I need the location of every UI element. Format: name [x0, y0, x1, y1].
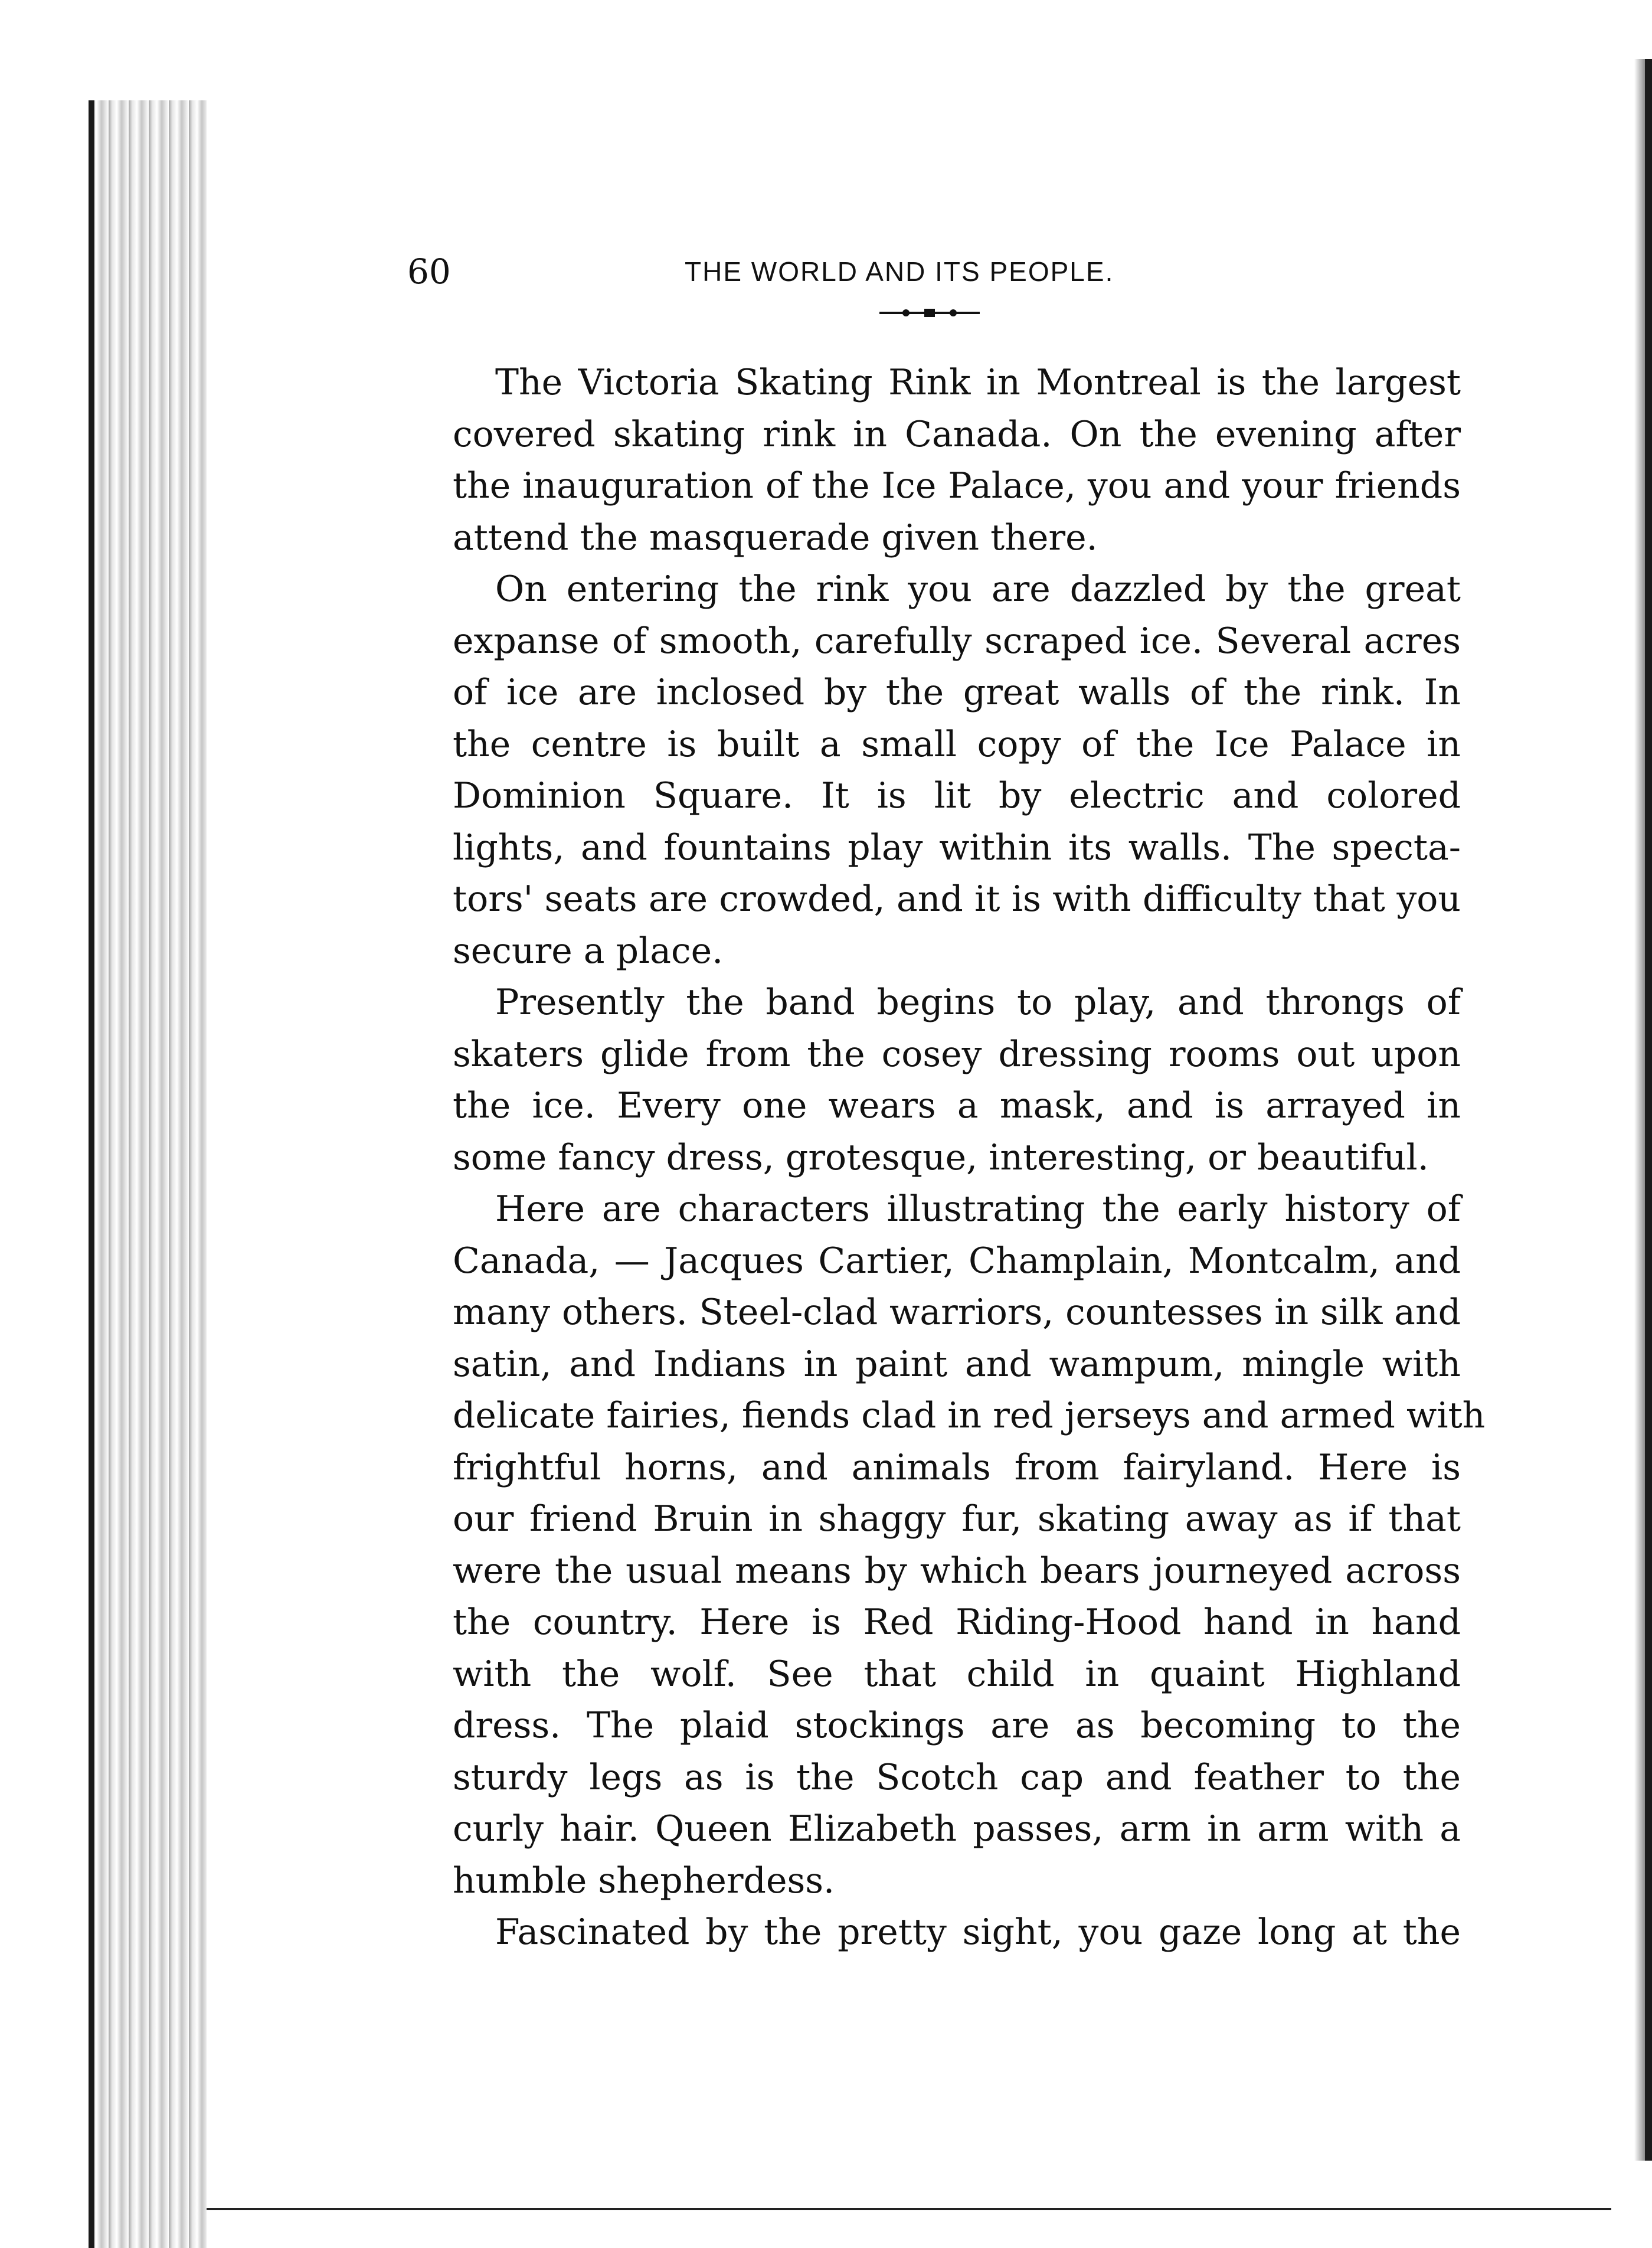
paragraph	[410, 1907, 1461, 1959]
text-line: our friend Bruin in shaggy fur, skating away as if that	[453, 1498, 1461, 1540]
text-line: satin, and Indians in paint and wampum, mingle with	[453, 1343, 1461, 1385]
binding-shadow	[89, 100, 207, 2248]
text-line: attend the masquerade given there.	[453, 517, 1098, 558]
text-line: were the usual means by which bears journeyed across	[453, 1550, 1461, 1592]
paragraph	[410, 357, 1461, 564]
paragraph	[410, 977, 1461, 1184]
body-text	[410, 357, 1486, 1959]
page-edge	[1645, 59, 1652, 2161]
text-line: secure a place.	[453, 930, 724, 972]
text-line: with the wolf. See that child in quaint Highland	[453, 1653, 1461, 1695]
text-line: delicate fairies, fiends clad in red jerseys and armed with	[453, 1395, 1486, 1436]
text-line: the country. Here is Red Riding-Hood hand in hand	[453, 1602, 1461, 1643]
text-line: The Victoria Skating Rink in Montreal is the largest	[495, 362, 1461, 403]
text-line: Presently the band begins to play, and throngs of	[495, 982, 1461, 1023]
text-line: sturdy legs as is the Scotch cap and feather to the	[453, 1756, 1461, 1798]
text-line: Canada, — Jacques Cartier, Champlain, Montcalm, and	[453, 1240, 1461, 1282]
text-line: the inauguration of the Ice Palace, you and your friends	[453, 465, 1461, 507]
text-line: Here are characters illustrating the early history of	[495, 1188, 1461, 1230]
text-line: dress. The plaid stockings are as becoming to the	[453, 1705, 1461, 1746]
bottom-scan-rule	[207, 2208, 1611, 2210]
page-header	[407, 248, 1198, 295]
header-ornament	[879, 307, 980, 319]
text-line: the ice. Every one wears a mask, and is arrayed in	[453, 1085, 1461, 1126]
running-head: THE WORLD AND ITS PEOPLE.	[685, 256, 1114, 287]
page-number: 60	[407, 251, 451, 292]
text-line: humble shepherdess.	[453, 1860, 835, 1901]
text-line: some fancy dress, grotesque, interesting, or beautiful.	[453, 1136, 1429, 1178]
text-line: Dominion Square. It is lit by electric and colored	[453, 775, 1461, 816]
text-line: the centre is built a small copy of the Ice Palace in	[453, 723, 1461, 765]
text-line: of ice are inclosed by the great walls of the rink. In	[453, 672, 1461, 713]
text-line: curly hair. Queen Elizabeth passes, arm in arm with a	[453, 1808, 1461, 1850]
paragraph	[410, 564, 1461, 977]
text-line: frightful horns, and animals from fairyland. Here is	[453, 1446, 1461, 1488]
text-line: covered skating rink in Canada. On the evening after	[453, 413, 1461, 455]
text-line: On entering the rink you are dazzled by the great	[495, 568, 1461, 610]
text-line: expanse of smooth, carefully scraped ice. Several acres	[453, 620, 1461, 662]
text-line: tors' seats are crowded, and it is with difficulty that you	[453, 878, 1461, 920]
text-line: skaters glide from the cosey dressing rooms out upon	[453, 1033, 1461, 1075]
paragraph	[410, 1184, 1486, 1907]
text-line: many others. Steel-clad warriors, countesses in silk and	[453, 1292, 1461, 1333]
text-line: Fascinated by the pretty sight, you gaze long at the	[495, 1912, 1461, 1953]
text-line: lights, and fountains play within its walls. The specta-	[453, 826, 1461, 868]
page-edge-shadow	[1634, 59, 1645, 2161]
binding-edge	[89, 100, 94, 2248]
